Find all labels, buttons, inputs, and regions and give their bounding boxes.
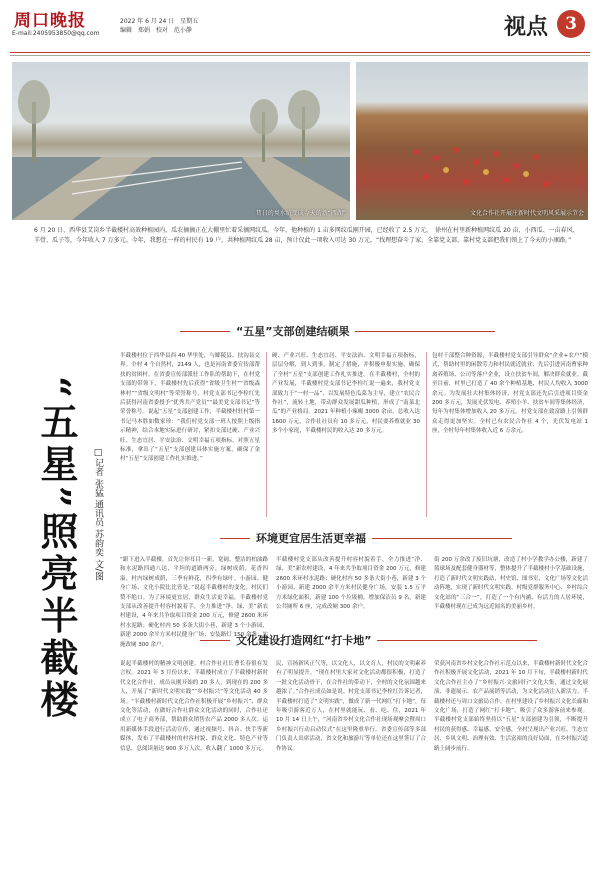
festival-scene-graphic bbox=[356, 62, 588, 220]
heading-bar bbox=[180, 331, 230, 332]
section-heading-1 bbox=[180, 323, 495, 339]
photo-lake-caption: 昔日的臭水坑变成今天的新“西湖” bbox=[255, 210, 346, 217]
body-column: 半截楼村位于西华县西 40 华里处，与郾陵县、扶沟县交界。全村 4 个自然村，2149 人，也是河南省委宣传部帮扶的贫困村。在省委宣传部派驻工作队的帮助下，在村党支部的带领下，半截楼村先后获得“省级卫生村”“省级森林村”“省级文明村”等荣誉称号，村党支部书记李栓红先后获得河南省委授予“优秀共产党员”“最美党支部书记”等荣誉称号。说起“五星”支部创建工作，半截楼村驻村第一书记马本胜如数家珍：“我们村党支部一班人按照上级指示精神，结合本地实际进行研讨，紧扣支部过硬、产业兴旺、生态宜居、平安法治、文明幸福五项指标，对照五星标准，拿出了“五星”支部创建具体实施方案，确保了金村“五星”支部创建工作扎实推进。” bbox=[120, 353, 260, 463]
page-number: 3 bbox=[557, 10, 585, 38]
proof-name: 范小静 bbox=[173, 27, 192, 34]
column-divider bbox=[426, 352, 427, 517]
byline: □记者 张猛 通讯员 苏韵奕 文/图 bbox=[93, 448, 103, 581]
section-heading-3 bbox=[200, 632, 537, 648]
heading-bar bbox=[200, 640, 230, 641]
section-heading-text: 文化建设打造网红“打卡地” bbox=[236, 634, 372, 647]
newspaper-title: 周口晚报 bbox=[14, 11, 86, 31]
issue-weekday: 星期五 bbox=[180, 18, 199, 25]
section-heading-text: 环境更宜居生活更幸福 bbox=[256, 532, 366, 545]
editor-label: 编辑 bbox=[120, 27, 133, 34]
heading-bar bbox=[372, 538, 512, 539]
heading-bar bbox=[355, 331, 495, 332]
section-name: 视点 bbox=[503, 14, 548, 40]
body-column: 街 200 万余改了废旧坑塘，改造了村小学教学办公楼，新建了篮球场及配套健身器材等，整体提升了半截楼村小学基础设施，打造了新时代文明实践站，村史馆、图书室、文化广场等文化活动阵地，实现了新时代文明实践、村级党群服务中心、乡村综合文化站的“三合一”，打造了一个有内涵、有活力的人居环境，半截楼村现在已成为远近闻名的美丽乡村。 bbox=[434, 557, 589, 611]
photo-festival-caption: 文化合作社开展庄新时代文明风采展示节会 bbox=[469, 210, 584, 217]
body-column: “跟下进入半截楼，首先让你耳目一新，宽阔、整洁的柏油路和水泥路四通八达，平坦的道路两旁，绿树成荫，花香四溢。村内绿树成荫，三季有鲜花，四季有绿叶。小游园、健身广场、文化小院比比皆是。”说起半截楼村的变化，村民们赞不绝口。为了环境更宜居，群众生活更幸福，半截楼村党支部从改善提升村容村貌着手，全力推进“净、绿、美”新农村建设，4 年来共争取项目资金 200 万元，修建 2600 米环村水泥路；硬化村内 50 多条大街小巷，新建 3 个小游园，新建 2000 余平方米村民健身广场；安装路灯 150 余盏；实施改厕 300 余户。 bbox=[120, 557, 268, 648]
header-rule bbox=[10, 52, 590, 53]
body-column: 包村干部整合种资源，半截楼村党支部引导群众“企业+农户”模式，帮助村里的闲散劳力和村民就近就业；先后引进河南曹家种禽养殖场、公司等落户企业，设立扶贫车间，解决群众就业。截至目前，村里已打造了 40 余个种植基地，村民人均收入 3000 余元。为发展壮大村集体经济，村党支部还先后引进项目资金 200 多万元，发展光伏发电、养殖小羊、扶贫车间等集体经济，每年为村集体增加收入 20 多万元。村党支部在致富路上引领群众走得更加坚实。全村已有农民合作社 4 个，光伏发电站 1 座，全村每年村集体收入近 6 万余元。 bbox=[432, 353, 588, 435]
heading-bar bbox=[220, 538, 250, 539]
article-title: “五星”照亮半截楼 bbox=[34, 376, 79, 722]
photo-lake bbox=[12, 62, 350, 220]
issue-date: 2022 年 6 月 24 日 bbox=[120, 18, 175, 25]
proof-label: 校对 bbox=[155, 27, 168, 34]
column-divider bbox=[266, 352, 267, 517]
section-heading-text: “五星”支部创建结硕果 bbox=[236, 325, 350, 338]
lake-scene-graphic bbox=[12, 62, 350, 220]
section-heading-2 bbox=[220, 530, 512, 546]
body-column: 民，宣扬新风正气等，以文化人，以文育人，村民的文明素养有了明显提升。“现在村里大家对文化活动都很积极，打造了一批文化活动骨干，在合作社的带动下，全村的文化氛围越来越浓了。”合作社成员如是说。村党支部书记李栓红告诉记者，半截楼村打造了“文明实践”，做成了新一代网红“打卡地”，每年吸引游客近万人，在村里就能玩、看、吃、住，2021 年 10 月 14 日上午，“河南省乡村文化合作社现场观摩会暨周口乡村振兴行动启动仪式”在这里隆重举行。省委宣传部等多部门负责人出席活动，省文化和旅游厅等单位还在这里签订了合作协议。 bbox=[276, 661, 426, 752]
body-column: 半截楼村党支部从改善提升村容村貌着手，全力推进“净、绿、美”新农村建设，4 年来共争取项目资金 200 万元，修建 2600 米环村水泥路；硬化村内 50 多条大街小巷，新建 3 个小游园，新建 2000 余平方米村民健身广场，安装 1.5 万平方米绿化面积，新建 100 个垃圾桶，增加保洁员 9 名，新建公共厕所 6 座，完成改厕 300 余户。 bbox=[276, 557, 426, 611]
body-column: 硬、产业兴旺、生态宜居、平安法治、文明幸福五项指标，层层分解，到人到事，制定了措施，并积极申报实施，确保了全村“五星”支部创建工作扎实推进。在半截楼村，全村的产业发展，半截楼村党支部书记李栓红说一遍来，我村党支部致力于“一村一品”，以发展特色瓜菜为主导，建立“农民合作社”，流转土地，带动群众发展甜瓜种植，形成了“南菜北瓜”的产业格局。2021 年种植小辣椒 3000 余亩，总收入达 1600 万元，合作社社员有 10 多万元，村民要养殖就业 30 多个小家庭，半截楼村民的收入达 20 多万元。 bbox=[272, 353, 420, 435]
header-rule-thin bbox=[10, 55, 590, 56]
issue-meta bbox=[120, 17, 202, 35]
editor-name: 郑娟 bbox=[137, 27, 150, 34]
body-column: 说起半截楼村的精神文明创建，村合作社社长曹长春很有发言权。2021 年 3 月份以来，半截楼村成立了半截楼村新时代文化合作社，成员从刚开始的 20 多人，到现在的 200 多人，开展了“新时代文明实践”“乡村振兴”等文化活动 40 多场。“半截楼村新时代文化合作社积极开展“乡村振兴”、群众文化等活动，在做好合作社群众文化活动的同时，合作社还成立了电子商务部，帮助群众销售农产品 2000 多人次。运用新媒体手段进行活动宣传，通过视频号、抖音、快手等新媒体，发布了半截楼村的村容村貌、群众文化、特色产业等信息，总阅读量达 900 多万人次，收入翻了 1000 多万元。 bbox=[120, 661, 268, 752]
photo-festival bbox=[356, 62, 588, 220]
body-column: 荣获河南省乡村文化合作社示范点以来，半截楼村新时代文化合作社积极开展文化活动，2021 年 10 月下旬，半截楼村新时代文化合作社主办了“乡村振兴·文旅同行”文化大集，通过文化展演、非遗展示、农产品展销等活动，为文化活动注入新活力。半截楼村还与周口文旅局合作，在村里建设了乡村振兴文化长廊和文化广场，打造了网红“打卡地”，吸引了众多游客前来参观。半截楼村党支部始终坚持以“五星”支部创建为引领，不断提升村民的获得感、幸福感、安全感，全村呈现出产业兴旺、生态宜居、乡风文明、治理有效、生活富裕的良好局面，在乡村振兴道路上阔步前行。 bbox=[434, 661, 589, 752]
email: E-mail:2405953850@qq.com bbox=[12, 30, 100, 37]
heading-bar bbox=[377, 640, 537, 641]
lead-paragraph: 6 月 20 日，西华县艾岗乡半截楼村高效种植园内，瓜农摘摘正在大棚里忙着采摘网纹瓜。今年，他种植的 1 亩多网纹瓜刚开园，已经收了 2.5 万元。 徐州在村里新种植网纹瓜 20 亩，小西瓜、一亩春风、羊骨、瓜子等，今年收入 7 万多元。今年，我想在一样的村民有 19 户，共种植网纹瓜 28 亩，预计仅此一项收入可达 30 万元。“找理想奋斗了家，全靠党支部，靠村党支部把我们领上了今天的小康路。” bbox=[34, 227, 579, 244]
